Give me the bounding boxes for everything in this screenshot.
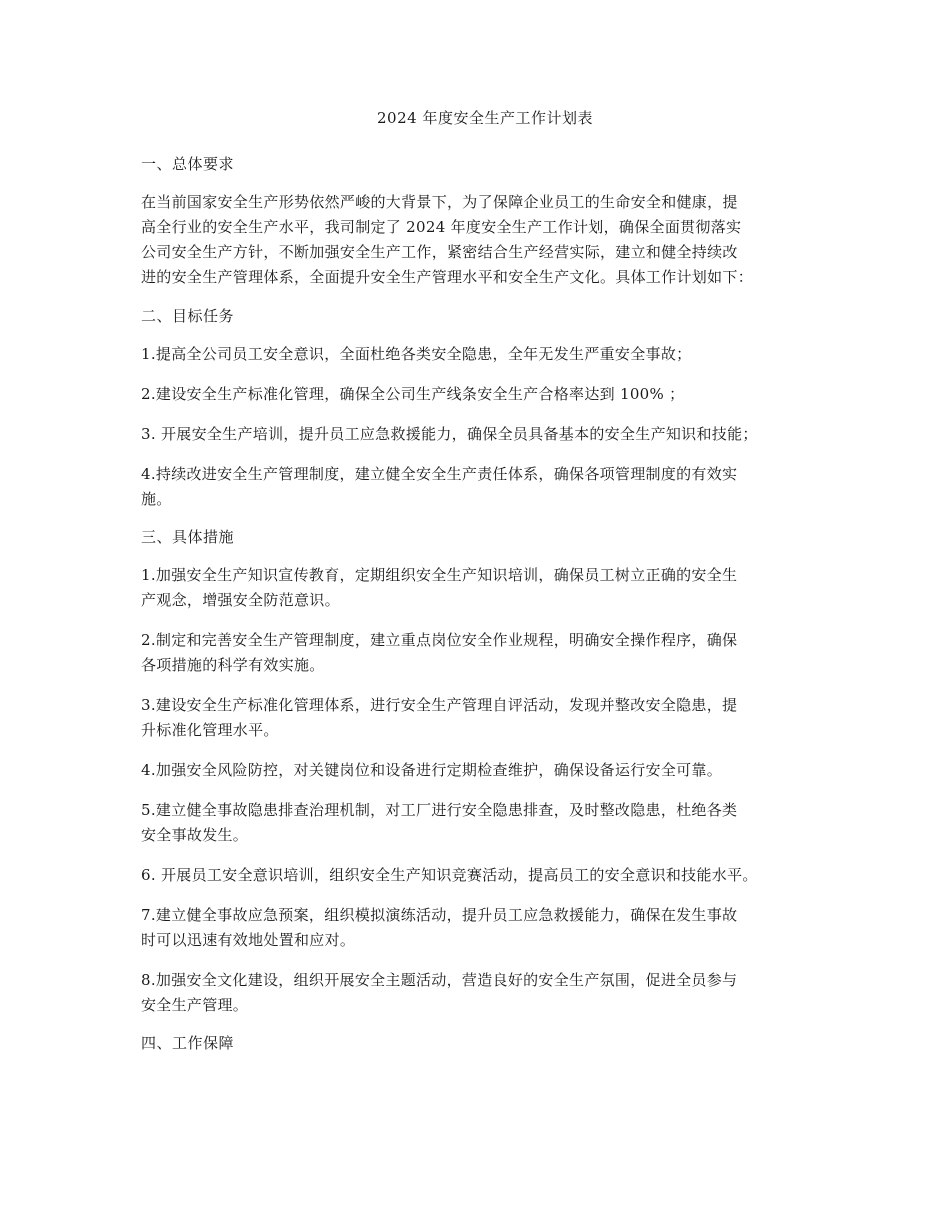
measure-item [141, 968, 829, 1018]
measure-item [141, 628, 829, 678]
measure-item [141, 758, 829, 783]
paragraph-line: 进的安全生产管理体系，全面提升安全生产管理水平和安全生产文化。具体工作计划如下： [141, 268, 754, 286]
paragraph-line: 公司安全生产方针，不断加强安全生产工作，紧密结合生产经营实际，建立和健全持续改 [141, 243, 738, 261]
item-line: 3. 开展安全生产培训，提升员工应急救援能力，确保全员具备基本的安全生产知识和技能； [141, 425, 758, 443]
item-line: 产观念，增强安全防范意识。 [141, 591, 340, 609]
item-line: 1.加强安全生产知识宣传教育，定期组织安全生产知识培训，确保员工树立正确的安全生 [141, 566, 738, 584]
section-heading-measures: 三、具体措施 [141, 528, 235, 546]
measure-item [141, 798, 829, 848]
item-line: 8.加强安全文化建设，组织开展安全主题活动，营造良好的安全生产氛围，促进全员参与 [141, 971, 738, 989]
measure-item [141, 903, 829, 953]
item-line: 各项措施的科学有效实施。 [141, 656, 325, 674]
item-line: 3.建设安全生产标准化管理体系，进行安全生产管理自评活动，发现并整改安全隐患，提 [141, 696, 738, 714]
section-heading-overall-requirements: 一、总体要求 [141, 155, 235, 173]
goal-item [141, 462, 829, 512]
document-title: 2024 年度安全生产工作计划表 [377, 109, 593, 127]
paragraph-line: 在当前国家安全生产形势依然严峻的大背景下，为了保障企业员工的生命安全和健康，提 [141, 193, 738, 211]
document-page [141, 104, 829, 1069]
goal-item [141, 382, 829, 407]
item-line: 时可以迅速有效地处置和应对。 [141, 931, 356, 949]
item-line: 7.建立健全事故应急预案，组织模拟演练活动，提升员工应急救援能力，确保在发生事故 [141, 906, 738, 924]
item-line: 2.制定和完善安全生产管理制度，建立重点岗位安全作业规程，明确安全操作程序，确保 [141, 631, 738, 649]
item-line: 安全事故发生。 [141, 826, 249, 844]
measure-item [141, 863, 829, 888]
item-line: 安全生产管理。 [141, 996, 249, 1014]
goal-item [141, 342, 829, 367]
item-line: 施。 [141, 490, 172, 508]
paragraph-line: 高全行业的安全生产水平，我司制定了 2024 年度安全生产工作计划，确保全面贯彻落实 [141, 218, 742, 236]
item-line: 6. 开展员工安全意识培训，组织安全生产知识竞赛活动，提高员工的安全意识和技能水平。 [141, 866, 758, 884]
item-line: 4.加强安全风险防控，对关键岗位和设备进行定期检查维护，确保设备运行安全可靠。 [141, 761, 723, 779]
section-heading-goals: 二、目标任务 [141, 307, 235, 325]
item-line: 1.提高全公司员工安全意识，全面杜绝各类安全隐患，全年无发生严重安全事故； [141, 345, 692, 363]
measure-item [141, 693, 829, 743]
item-line: 升标准化管理水平。 [141, 721, 279, 739]
item-line: 2.建设安全生产标准化管理，确保全公司生产线条安全生产合格率达到 100% ； [141, 385, 685, 403]
overall-requirements-paragraph [141, 190, 829, 290]
section-heading-work-guarantee: 四、工作保障 [141, 1034, 235, 1052]
measure-item [141, 563, 829, 613]
goal-item [141, 422, 829, 447]
item-line: 4.持续改进安全生产管理制度，建立健全安全生产责任体系，确保各项管理制度的有效实 [141, 465, 738, 483]
item-line: 5.建立健全事故隐患排查治理机制，对工厂进行安全隐患排查，及时整改隐患，杜绝各类 [141, 801, 738, 819]
